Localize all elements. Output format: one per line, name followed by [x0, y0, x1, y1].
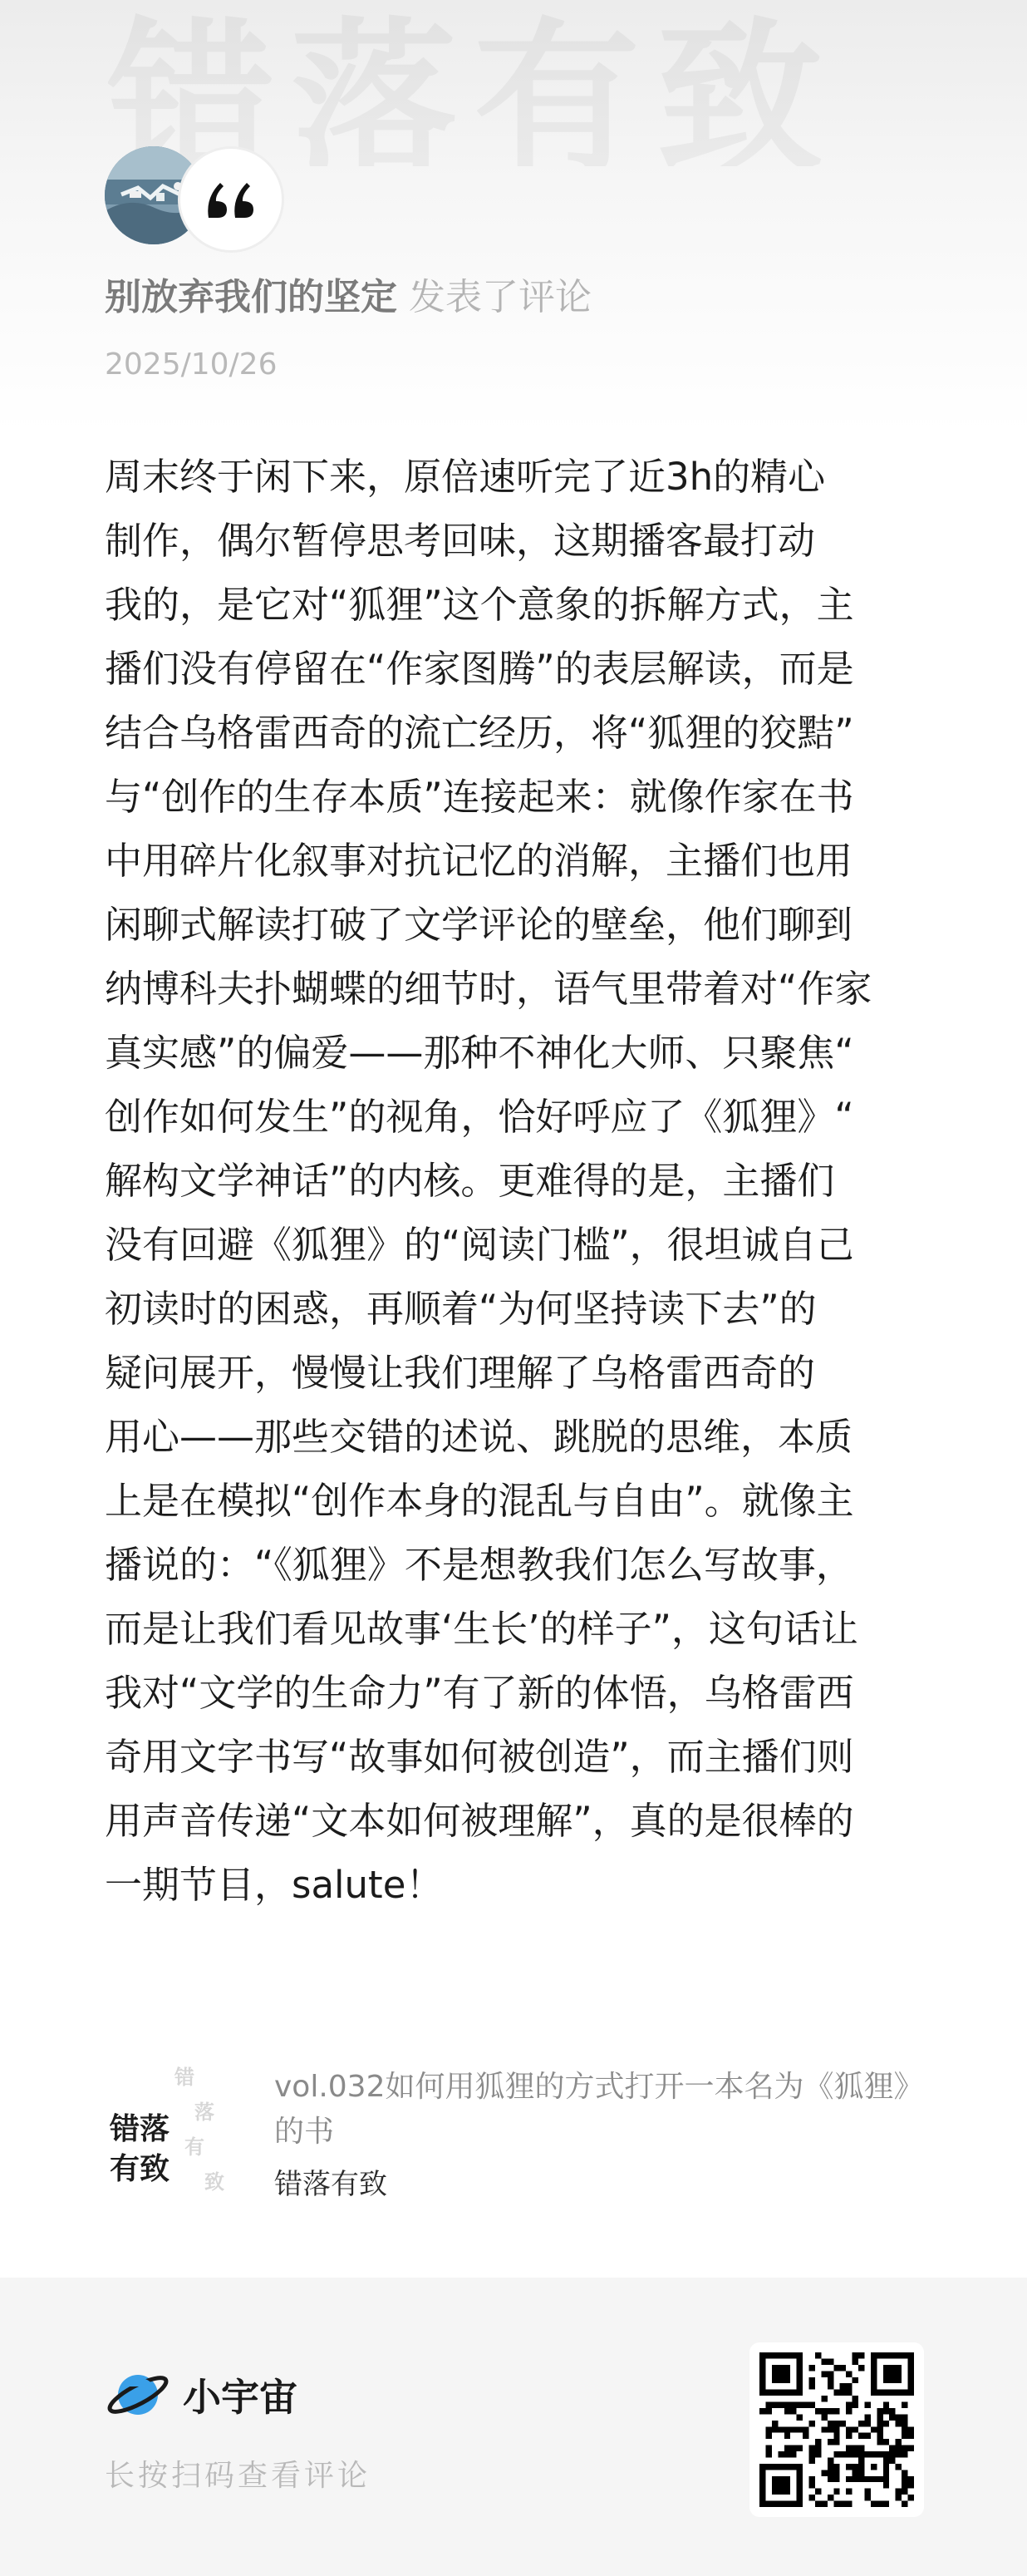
- comment-line: 闲聊式解读打破了文学评论的壁垒，他们聊到: [105, 903, 853, 947]
- podcast-name[interactable]: 错落有致: [274, 2168, 387, 2201]
- episode-title[interactable]: vol.032如何用狐狸的方式打开一本名为《狐狸》的书: [274, 2070, 909, 2149]
- author-line: [105, 273, 592, 323]
- comment-line: 中用碎片化叙事对抗记忆的消解，主播们也用: [105, 839, 853, 883]
- comment-line: 用心——那些交错的述说、跳脱的思维，本质: [105, 1415, 853, 1459]
- cover-title-line: 有致: [110, 2152, 170, 2186]
- comment-date: 2025/10/26: [105, 347, 278, 382]
- comment-line: 播说的：“《狐狸》不是想教我们怎么写故事，: [105, 1543, 853, 1587]
- comment-line: 周末终于闲下来，原倍速听完了近3h的精心: [105, 455, 826, 499]
- comment-line: 疑问展开，慢慢让我们理解了乌格雷西奇的: [105, 1351, 816, 1395]
- comment-line: 纳博科夫扑蝴蝶的细节时，语气里带着对“作家: [105, 967, 872, 1011]
- cover-small-text: 落: [194, 2101, 214, 2124]
- brand-name: 小宇宙: [183, 2375, 297, 2420]
- scan-hint: 长按扫码查看评论: [105, 2459, 371, 2493]
- comment-line: 解构文学神话”的内核。更难得的是，主播们: [105, 1159, 835, 1203]
- watermark-title: [108, 0, 1027, 166]
- cover-title-line: 错落: [110, 2112, 170, 2146]
- comment-line: 与“创作的生存本质”连接起来：就像作家在书: [105, 775, 854, 819]
- comment-line: 我对“文学的生命力”有了新的体悟，乌格雷西: [105, 1671, 854, 1715]
- comment-line: 没有回避《狐狸》的“阅读门槛”，很坦诚自己: [105, 1223, 854, 1267]
- brand: [105, 2367, 297, 2422]
- planet-logo-icon: [105, 2368, 171, 2421]
- comment-line: 我的，是它对“狐狸”这个意象的拆解方式，主: [105, 583, 854, 627]
- comment-line: 上是在模拟“创作本身的混乱与自由”。就像主: [105, 1479, 854, 1523]
- comment-line: 真实感”的偏爱——那种不神化大师、只聚焦“: [105, 1031, 854, 1075]
- qr-code-icon: [759, 2352, 914, 2507]
- cover-small-text: 错: [174, 2066, 194, 2089]
- comment-line: 一期节目，salute！: [105, 1863, 444, 1907]
- comment-line: 创作如何发生”的视角，恰好呼应了《狐狸》“: [105, 1095, 854, 1139]
- quote-mark-icon: [205, 180, 257, 219]
- cover-small-text: 致: [204, 2170, 224, 2194]
- author-name[interactable]: 别放弃我们的坚定: [105, 276, 397, 318]
- episode-cover[interactable]: [105, 2065, 242, 2202]
- qr-code[interactable]: [749, 2342, 924, 2517]
- comment-line: 结合乌格雷西奇的流亡经历，将“狐狸的狡黠”: [105, 711, 854, 755]
- author-action: 发表了评论: [409, 276, 592, 318]
- comment-line: 初读时的困惑，再顺着“为何坚持读下去”的: [105, 1287, 817, 1331]
- quote-badge: [178, 146, 284, 253]
- comment-line: 而是让我们看见故事‘生长’的样子”，这句话让: [105, 1607, 858, 1651]
- comment-line: 用声音传递“文本如何被理解”，真的是很棒的: [105, 1799, 854, 1843]
- cover-small-text: 有: [184, 2135, 204, 2159]
- comment-line: 制作，偶尔暂停思考回味，这期播客最打动: [105, 519, 816, 563]
- comment-line: 播们没有停留在“作家图腾”的表层解读，而是: [105, 647, 854, 691]
- comment-line: 奇用文字书写“故事如何被创造”，而主播们则: [105, 1735, 854, 1779]
- comment-body: [105, 445, 927, 1917]
